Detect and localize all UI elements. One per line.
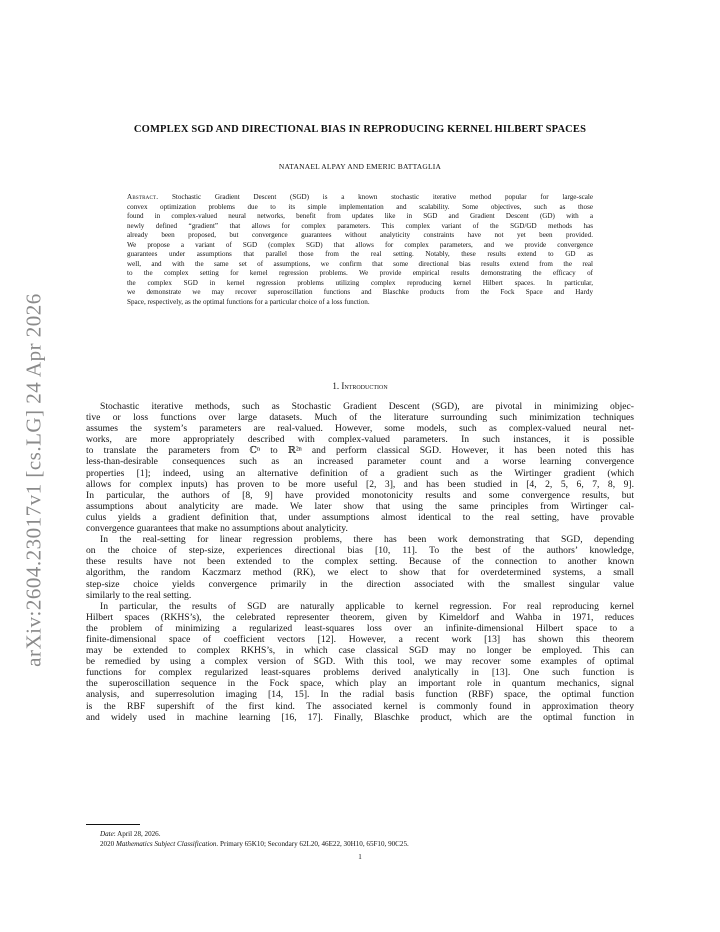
body-line: less-than-desirable consequences such as an increased parameter count and a worse learning convergence [86,456,634,468]
abstract-line: the complex SGD in kernel regression problems utilizing complex reproducing kernel Hilbert spaces. In particular, [127,278,593,287]
paper-authors: NATANAEL ALPAY AND EMERIC BATTAGLIA [278,162,442,171]
abstract-line: Space, respectively, as the optimal functions for a particular choice of a loss function. [127,297,370,306]
body-line: is the RBF supershift of the first kind. The associated kernel is commonly found in approximation theory [86,700,634,712]
abstract-line: to the complex setting for kernel regression problems. We provide empirical results demonstrating the efficacy of [127,269,593,277]
abstract-text: Stochastic Gradient Descent (SGD) is a known stochastic iterative method popular for large-scale [171,193,593,201]
body-line: convergence guarantees that make no assumptions about analyticity. [86,523,348,535]
body-line: finite-dimensional space of coefficient vectors [12]. However, a recent work [13] has shown this theorem [86,633,634,645]
body-line: and widely used in machine learning [16, 17]. Finally, Blaschke product, which are the optimal function in [86,711,634,723]
body-line: allows for complex inputs) has proven to be more useful [2, 3], and has been studied in [4, 2, 5, 6, 7, 8, 9]. [86,478,634,490]
body-text [86,401,634,723]
footnote-msc [100,839,620,849]
abstract-line: newly defined “gradient” that allows for complex parameters. This complex variant of the SGD/GD methods has [127,221,593,230]
body-line: step-size choice yields convergence primarily in the direction associated with the smallest singular value [86,578,634,590]
arxiv-identifier: arXiv:2604.23017v1 [cs.LG] 24 Apr 2026 [21,293,46,667]
body-line: assumptions about analyticity are made. We later show that using the same principles from Wirtinger cal- [86,500,634,512]
paper-title: COMPLEX SGD AND DIRECTIONAL BIAS IN REPRODUCING KERNEL HILBERT SPACES [133,124,587,135]
page-number: 1 [358,853,362,861]
body-line: the problem of minimizing a regularized least-squares loss over an infinite-dimensional Hilbert space to a [86,622,634,634]
abstract-line: found in complex-valued neural networks, benefit from updates like in SGD and Gradient Descent (GD) with a [127,212,593,220]
abstract-line: We propose a variant of SGD (complex SGD) that allows for complex parameters, and we provide convergence [127,240,593,249]
footnotes [100,829,620,849]
body-line: assumes the system’s parameters are real-valued. However, some models, such as complex-valued neural net- [86,423,634,435]
msc-label: Mathematics Subject Classification. [115,840,219,848]
body-line: culus yields a gradient definition that, under assumptions almost identical to the real setting, have provable [86,511,634,523]
body-line: works, are more appropriately described with complex-valued parameters. In such instances, it is possible [86,434,634,446]
body-line: to translate the parameters from ℂⁿ to ℝ²ⁿ and perform classical SGD. However, it has been noted this has [86,445,634,457]
body-line: analysis, and superresolution imaging [14, 15]. In the radial basis function (RBF) space, the optimal function [86,689,634,701]
arxiv-side-stamp [18,293,50,667]
msc-value: Primary 65K10; Secondary 62L20, 46E22, 30H10, 65F10, 90C25. [218,840,409,848]
abstract-line: already been proposed, but convergence guarantees without analyticity constraints have not yet been provided. [127,231,593,239]
body-line: In the real-setting for linear regression problems, there has been work demonstrating that SGD, depending [100,534,634,546]
section-number: 1. [332,381,340,391]
section-heading [80,381,640,391]
abstract-line: well, and with the same set of assumptions, we confirm that some directional bias results extend from the real [127,259,593,268]
body-line: Hilbert spaces (RKHS’s), the celebrated representer theorem, given by Kimeldorf and Wahba in 1971, reduces [86,611,634,623]
body-line: In particular, the results of SGD are naturally applicable to kernel regression. For real reproducing kernel [100,600,634,612]
abstract-line [127,193,593,203]
body-line: Stochastic iterative methods, such as Stochastic Gradient Descent (SGD), are pivotal in minimizing objec- [100,401,634,412]
body-line: functions for complex regularized least-squares problems derived analytically in [13]. One such function is [86,667,634,679]
abstract-line: we demonstrate we may recover superoscillation functions and Blaschke products from the Fock Space and Hardy [127,288,593,296]
body-line: the superoscillation sequence in the Fock space, which play an important role in quantum mechanics, signal [86,678,634,690]
body-line: properties [1]; indeed, using an alternative definition of a gradient such as the Wirtinger gradient (which [86,467,634,479]
body-line: similarly to the real setting. [86,589,192,601]
body-line: algorithm, the random Kaczmarz method (RK), we elect to show that for overdetermined systems, a small [86,567,634,579]
footnote-date [100,829,620,839]
abstract-line: guarantees under assumptions that parallel those from the real setting. Notably, these results extend to GD as [127,250,593,258]
abstract [127,193,593,307]
body-line: In particular, the authors of [8, 9] have provided monotonicity results and some convergence results, but [86,489,634,501]
msc-year: 2020 [100,840,116,848]
abstract-line: convex optimization problems due to its simple implementation and scalability. Some objectives, such as those [127,202,593,211]
footnote-rule [86,824,140,825]
body-line: may be extended to complex RKHS’s, in which case classical SGD may no longer be employed. This can [86,645,634,657]
body-line: on the choice of step-size, experiences directional bias [10, 11]. To the best of the authors’ knowledge, [86,545,634,557]
abstract-label: Abstract. [127,193,159,201]
body-line: be remedied by using a complex version of SGD. With this tool, we may recover some examples of optimal [86,656,634,668]
section-title: Introduction [341,381,388,391]
body-line: these results have not been extended to the complex setting. Because of the connection to another known [86,556,634,568]
date-value: : April 28, 2026. [113,830,161,838]
date-label: Date [100,830,114,838]
body-line: tive or loss functions over large datasets. Much of the literature surrounding such minimization techniques [86,412,634,424]
